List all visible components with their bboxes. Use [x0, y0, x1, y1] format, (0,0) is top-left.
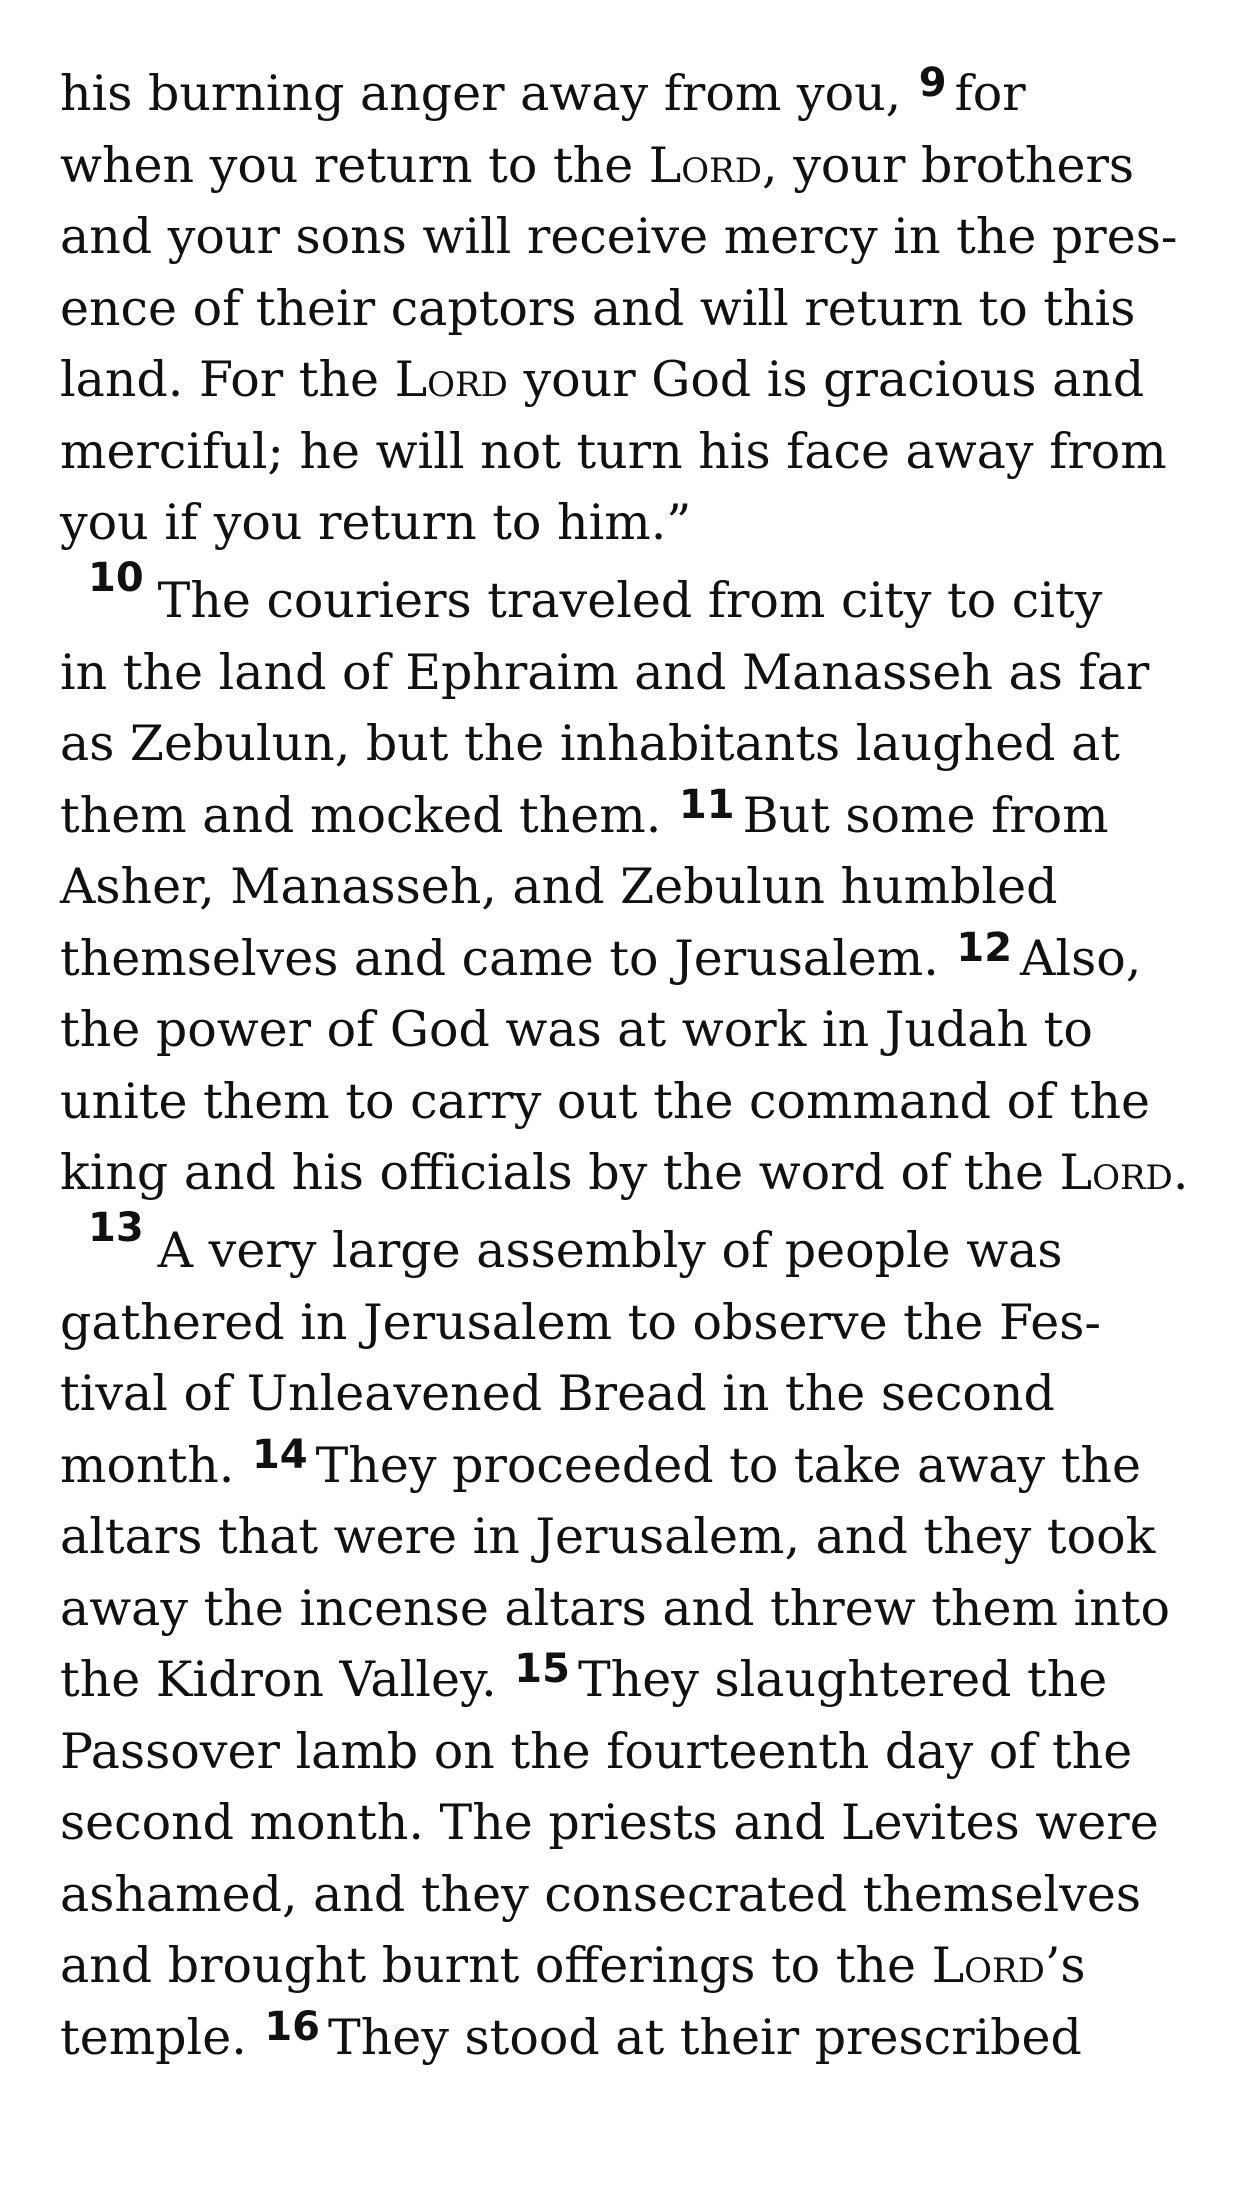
verse-text: merciful; he will not turn his face away from — [60, 422, 1167, 480]
verse-text: tival of Unleavened Bread in the second — [60, 1365, 1055, 1422]
verse-text: gathered in Jerusalem to observe the Fes- — [60, 1293, 1101, 1351]
text-line — [60, 637, 1190, 709]
verse-text: The couriers traveled from city to city — [157, 571, 1103, 629]
verse-number: 16 — [264, 2003, 321, 2050]
verse-text: temple. — [60, 2008, 263, 2066]
text-line — [60, 1930, 1190, 2002]
verse-text: you if you return to him.” — [60, 494, 692, 551]
verse-number: 15 — [514, 1646, 570, 1692]
text-line — [60, 1716, 1190, 1788]
text-line — [60, 487, 1190, 559]
divine-name: Lord — [1059, 1144, 1173, 1201]
verse-text: They stood at their prescribed — [328, 2008, 1082, 2066]
verse-text: unite them to carry out the command of the — [60, 1072, 1151, 1130]
text-line — [60, 1137, 1190, 1209]
verse-number: 11 — [678, 781, 735, 828]
verse-text: , your brothers — [762, 136, 1135, 194]
text-line — [60, 851, 1190, 923]
verse-text: the power of God was at work in Judah to — [60, 1001, 1093, 1058]
divine-name: Lord — [648, 136, 763, 194]
text-line — [60, 1430, 1190, 1502]
text-line — [60, 130, 1190, 202]
verse-text: themselves and came to Jerusalem. — [60, 929, 955, 987]
text-line — [60, 1573, 1190, 1645]
verse-number: 10 — [88, 554, 144, 601]
verse-text: ence of their captors and will return to this — [60, 279, 1136, 337]
text-line — [60, 2002, 1190, 2074]
verse-text: the Kidron Valley. — [60, 1651, 513, 1708]
text-line — [60, 708, 1190, 780]
text-line — [60, 1066, 1190, 1138]
verse-text: They proceeded to take away the — [315, 1436, 1141, 1494]
verse-text: month. — [60, 1436, 250, 1494]
verse-number: 13 — [88, 1204, 144, 1251]
verse-number: 9 — [918, 60, 947, 106]
paragraph-start-line — [60, 1204, 1190, 1287]
verse-number: 14 — [251, 1431, 308, 1478]
verse-text: for — [954, 65, 1026, 122]
divine-name: Lord — [394, 351, 508, 408]
verse-text: your God is gracious and — [507, 351, 1145, 408]
paragraph-start-line — [60, 554, 1190, 637]
verse-text: land. For the — [60, 351, 395, 408]
text-line — [60, 1358, 1190, 1430]
text-line — [60, 1787, 1190, 1859]
verse-text: when you return to the — [60, 136, 649, 194]
verse-text: them and mocked them. — [60, 786, 677, 844]
text-line — [60, 780, 1190, 852]
divine-name: Lord — [931, 1937, 1045, 1994]
verse-text: as Zebulun, but the inhabitants laughed at — [60, 715, 1120, 772]
verse-text: Also, — [1020, 929, 1142, 987]
verse-number: 12 — [956, 924, 1013, 971]
verse-text: in the land of Ephraim and Manasseh as far — [60, 643, 1150, 701]
scripture-text — [60, 58, 1190, 2073]
text-line — [60, 1287, 1190, 1359]
text-line — [60, 58, 1190, 130]
text-line — [60, 1859, 1190, 1931]
verse-text: Passover lamb on the fourteenth day of the — [60, 1722, 1133, 1780]
verse-text: away the incense altars and threw them into — [60, 1579, 1170, 1637]
verse-text: second month. The priests and Levites were — [60, 1794, 1159, 1851]
verse-text: Asher, Manasseh, and Zebulun humbled — [60, 858, 1058, 915]
verse-text: . — [1172, 1144, 1189, 1201]
text-line — [60, 416, 1190, 488]
verse-text: his burning anger away from you, — [60, 65, 917, 122]
text-line — [60, 1644, 1190, 1716]
text-line — [60, 923, 1190, 995]
text-line — [60, 273, 1190, 345]
verse-text: They slaughtered the — [577, 1651, 1108, 1708]
text-line — [60, 994, 1190, 1066]
verse-text: But some from — [742, 786, 1109, 844]
verse-text: ashamed, and they consecrated themselves — [60, 1865, 1142, 1923]
verse-text: ’s — [1044, 1937, 1086, 1994]
text-line — [60, 201, 1190, 273]
verse-text: A very large assembly of people was — [157, 1221, 1063, 1279]
verse-text: and your sons will receive mercy in the pres- — [60, 208, 1178, 265]
text-line — [60, 1501, 1190, 1573]
text-line — [60, 344, 1190, 416]
verse-text: king and his officials by the word of the — [60, 1144, 1060, 1201]
verse-text: and brought burnt offerings to the — [60, 1937, 932, 1994]
verse-text: altars that were in Jerusalem, and they took — [60, 1508, 1156, 1565]
